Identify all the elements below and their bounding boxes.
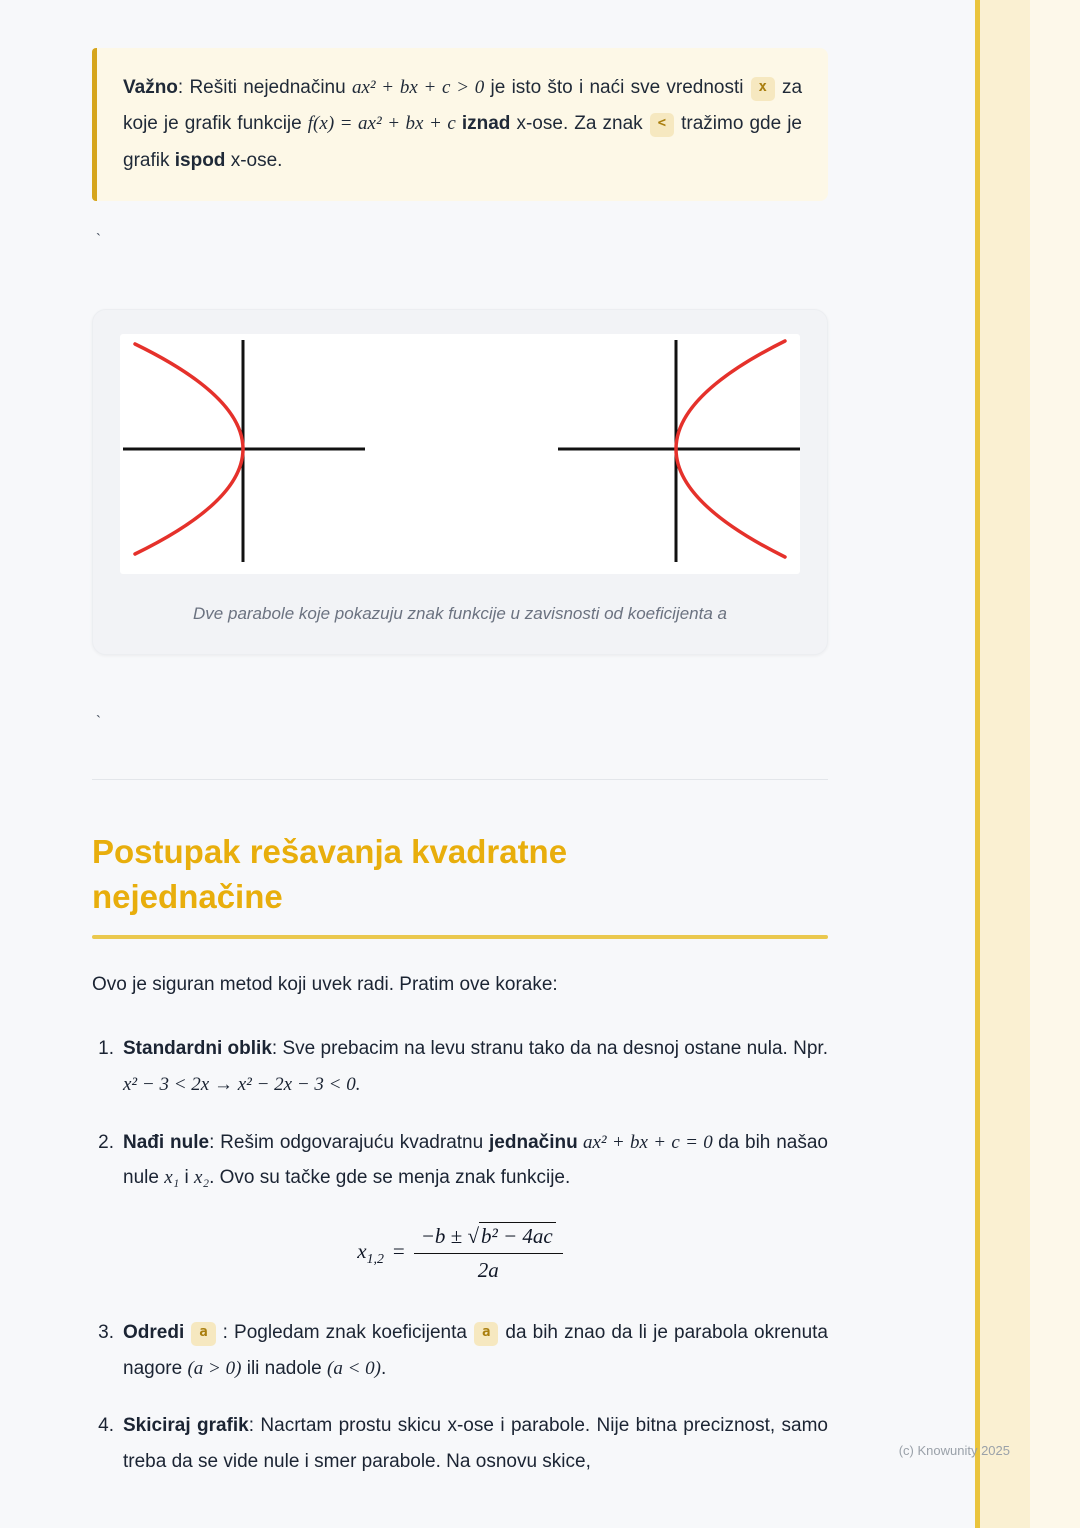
step-segment: : Sve prebacim na levu stranu tako da na desnoj ostane nula. Npr. [271,1038,828,1060]
step-number: 3. [98,1322,114,1344]
formula-lhs [357,1239,414,1267]
parabola-figure-svg [120,334,800,574]
callout-segment: za koje je grafik funkcije [123,77,803,135]
math-expression: (a > 0) [187,1357,242,1379]
document-content [92,0,828,1480]
parabola-figure-card [92,309,828,655]
math-expression: x² − 3 < 2x → x² − 2x − 3 < 0. [123,1073,361,1095]
section-divider [92,779,828,780]
step-segment: : Nacrtam prostu skicu x-ose i parabole. Nije bitna preciznost, samo treba da se vide nule i smer parabole. Na osnovu skice, [123,1415,828,1473]
math-expression: x₂ [194,1167,210,1189]
radicand: b² − 4ac [479,1222,556,1248]
callout-bold-ispod: ispod [174,149,226,171]
figure-caption: Dve parabole koje pokazuju znak funkcije u zavisnosti od koeficijenta a [193,604,727,624]
math-expression: ax² + bx + c = 0 [577,1131,719,1153]
step-bold-term: Standardni oblik [123,1038,272,1060]
callout-segment: x-ose. [225,149,283,171]
step-segment: . [380,1357,387,1379]
step-segment: da bih našao nule [123,1131,828,1189]
list-item-step-1 [92,1031,828,1102]
heading-underline-bar [92,935,828,939]
list-item-step-3 [92,1315,828,1386]
list-item-step-2 [92,1125,828,1196]
callout-bold-iznad: iznad [455,113,511,135]
fraction-numerator [414,1224,563,1254]
math-expression: x₁ [164,1167,180,1189]
important-callout [92,48,828,201]
left-parabola-plot [123,340,365,562]
inline-code-a: a [474,1322,498,1346]
inline-code-a: a [191,1322,215,1346]
step-segment: da bih znao da li je parabola okrenuta nagore [123,1322,828,1379]
inline-code-x: x [751,77,775,101]
step-segment: : Pogledam znak koeficijenta [222,1322,467,1344]
math-expression: ax² + bx + c > 0 [351,77,485,98]
callout-segment: : Rešiti nejednačinu [177,77,352,98]
list-item-step-4 [92,1408,828,1479]
step-segment: . Ovo su tačke gde se menja znak funkcije. [209,1167,571,1189]
step-number: 2. [98,1131,114,1153]
sqrt-sign: √ [467,1224,479,1249]
quadratic-formula [92,1224,828,1283]
numerator-prefix: −b ± [420,1224,468,1249]
step-bold-term: Skiciraj grafik [123,1415,249,1437]
stray-backtick: ` [96,713,101,731]
step-number: 4. [98,1415,114,1437]
step-segment: ili nadole [241,1357,327,1379]
formula-variable: x [357,1239,367,1264]
callout-label: Važno [123,77,178,98]
callout-segment: x-ose. Za znak [510,113,643,135]
step-segment: : Rešim odgovarajuću kvadratnu [209,1131,490,1153]
equals-sign: = [392,1239,405,1264]
math-expression: f(x) = ax² + bx + c [307,113,456,135]
step-text [123,1031,828,1102]
page-edge-strip [975,0,1030,1528]
step-bold-term: jednačinu [489,1131,578,1153]
fraction-denominator: 2a [477,1258,499,1283]
section-intro: Ovo je siguran metod koji uvek radi. Pratim ove korake: [92,973,558,995]
step-text [123,1315,828,1386]
step-text [123,1408,828,1479]
step-segment: i [179,1167,195,1189]
callout-segment: je isto što i naći sve vrednosti [484,77,744,98]
callout-segment: tražimo gde je grafik [123,113,802,171]
inline-code-less-than: < [650,113,674,137]
formula-fraction [414,1224,563,1283]
callout-text [123,70,802,179]
step-bold-term: Odredi [123,1322,185,1344]
section-heading: Postupak rešavanja kvadratne nejednačine [92,833,568,915]
page-edge-outer [1030,0,1080,1528]
step-text [123,1125,828,1196]
step-bold-term: Nađi nule [123,1131,210,1153]
math-expression: (a < 0) [327,1357,381,1379]
stray-backtick: ` [96,231,101,249]
copyright-footer: (c) Knowunity 2025 [898,1443,1010,1458]
step-number: 1. [98,1038,114,1060]
right-parabola-plot [558,340,800,562]
procedure-steps-list [92,1031,828,1480]
formula-subscript: 1,2 [366,1251,384,1267]
